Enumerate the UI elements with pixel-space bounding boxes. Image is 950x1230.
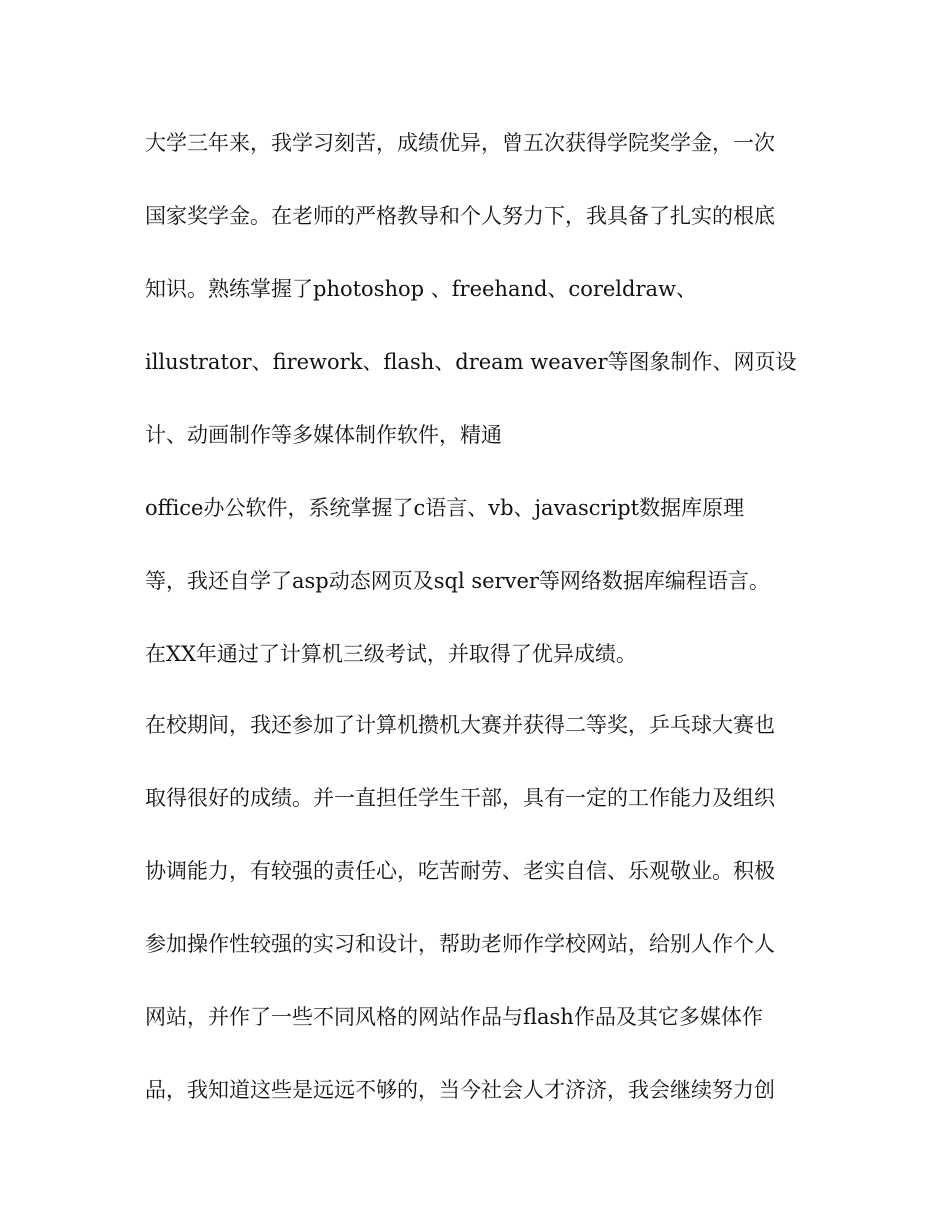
text-line-9: 在校期间，我还参加了计算机攒机大赛并获得二等奖，乒乓球大赛也: [145, 713, 775, 737]
text-line-11: 协调能力，有较强的责任心，吃苦耐劳、老实自信、乐观敬业。积极: [145, 859, 775, 883]
text-line-4: illustrator、firework、flash、dream weaver等图象制作、网页设: [145, 350, 797, 374]
text-line-12: 参加操作性较强的实习和设计，帮助老师作学校网站，给别人作个人: [145, 932, 775, 956]
text-line-6: office办公软件，系统掌握了c语言、vb、javascript数据库原理: [145, 496, 745, 520]
text-line-3: 知识。熟练掌握了photoshop 、freehand、coreldraw、: [145, 277, 697, 301]
text-line-7: 等，我还自学了asp动态网页及sql server等网络数据库编程语言。: [145, 569, 770, 593]
text-line-2: 国家奖学金。在老师的严格教导和个人努力下，我具备了扎实的根底: [145, 204, 775, 228]
text-line-13: 网站，并作了一些不同风格的网站作品与flash作品及其它多媒体作: [145, 1005, 763, 1029]
text-line-1: 大学三年来，我学习刻苦，成绩优异，曾五次获得学院奖学金，一次: [145, 131, 775, 155]
text-line-5: 计、动画制作等多媒体制作软件，精通: [145, 423, 502, 447]
text-line-14: 品，我知道这些是远远不够的，当今社会人才济济，我会继续努力创: [145, 1078, 775, 1102]
text-line-8: 在XX年通过了计算机三级考试，并取得了优异成绩。: [145, 642, 637, 666]
text-line-10: 取得很好的成绩。并一直担任学生干部，具有一定的工作能力及组织: [145, 786, 775, 810]
